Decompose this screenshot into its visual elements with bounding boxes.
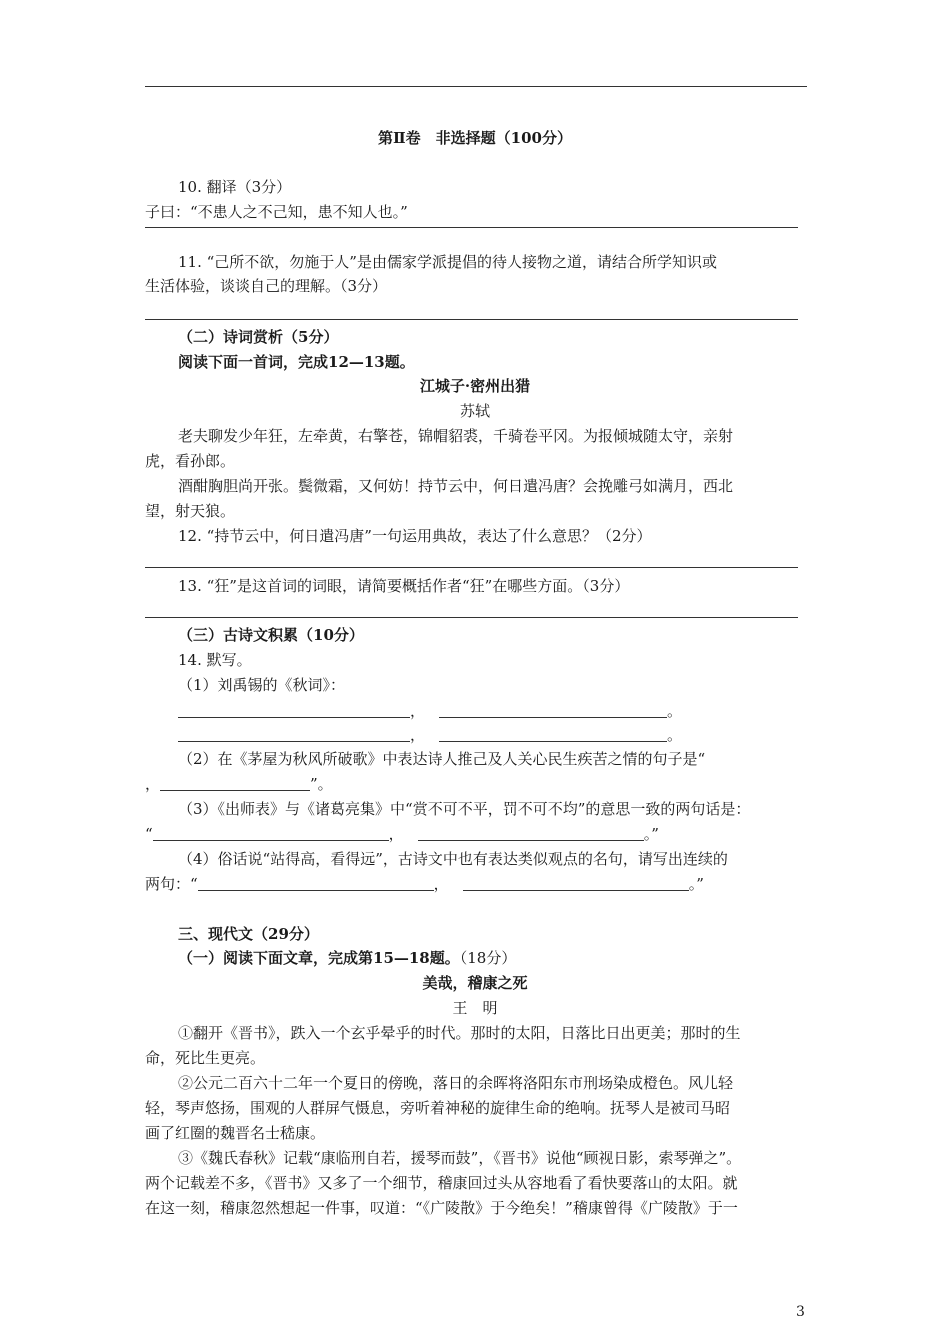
modern-sub-heading: （一）阅读下面文章，完成第15—18题。（18分） bbox=[178, 949, 517, 967]
article-p3-line2: 两个记载差不多，《晋书》又多了一个细节，稽康回过头从容地看了看快要落山的太阳。就 bbox=[145, 1174, 738, 1192]
article-title: 美哉，稽康之死 bbox=[422, 974, 528, 992]
article-p1-line2: 命，死比生更亮。 bbox=[145, 1049, 266, 1067]
q14-s4-line1: （4）俗话说“站得高，看得远”，古诗文中也有表达类似观点的名句，请写出连续的 bbox=[178, 850, 728, 868]
q10-answer-line bbox=[145, 227, 798, 228]
modern-heading: 三、现代文（29分） bbox=[178, 925, 319, 943]
q11-answer-line bbox=[145, 319, 798, 320]
q13: 13. “狂”是这首词的词眼，请简要概括作者“狂”在哪些方面。（3分） bbox=[178, 577, 630, 595]
poetry-instruction: 阅读下面一首词，完成12—13题。 bbox=[178, 353, 415, 371]
q14-s2-line1: （2）在《茅屋为秋风所破歌》中表达诗人推己及人关心民生疾苦之情的句子是“ bbox=[178, 750, 706, 768]
q14-s2-line2: ， ”。 bbox=[145, 775, 333, 793]
answer-blank[interactable] bbox=[160, 775, 310, 791]
q14-s4-line2: 两句：“ ， 。” bbox=[145, 875, 704, 893]
q11-line1: 11. “己所不欲，勿施于人”是由儒家学派提倡的待人接物之道，请结合所学知识或 bbox=[178, 253, 717, 271]
article-p3-line1: ③《魏氏春秋》记载“康临刑自若，援琴而鼓”，《晋书》说他“顾视日影，索琴弹之”。 bbox=[178, 1149, 742, 1167]
q11-line2: 生活体验，谈谈自己的理解。（3分） bbox=[145, 277, 388, 295]
q14-s3-line1: （3）《出师表》与《诸葛亮集》中“赏不可不平，罚不可不均”的意思一致的两句话是： bbox=[178, 800, 751, 818]
poem-p1-line1: 老夫聊发少年狂，左牵黄，右擎苍，锦帽貂裘，千骑卷平冈。为报倾城随太守，亲射 bbox=[178, 427, 734, 445]
section-title: 第Ⅱ卷 非选择题（100分） bbox=[378, 129, 572, 147]
answer-blank[interactable] bbox=[439, 702, 667, 718]
poem-p2-line1: 酒酣胸胆尚开张。鬓微霜，又何妨！持节云中，何日遣冯唐？会挽雕弓如满月，西北 bbox=[178, 477, 734, 495]
article-p3-line3: 在这一刻，稽康忽然想起一件事，叹道：“《广陵散》于今绝矣！”稽康曾得《广陵散》于一 bbox=[145, 1199, 738, 1217]
q10-title: 10. 翻译（3分） bbox=[178, 178, 292, 196]
q12-answer-line bbox=[145, 567, 798, 568]
answer-blank[interactable] bbox=[198, 875, 434, 891]
poem-author: 苏轼 bbox=[459, 402, 490, 420]
answer-blank[interactable] bbox=[418, 825, 644, 841]
article-author: 王 明 bbox=[452, 999, 498, 1017]
classics-heading: （三）古诗文积累（10分） bbox=[178, 626, 364, 644]
poem-p2-line2: 望，射天狼。 bbox=[145, 502, 236, 520]
top-rule bbox=[145, 86, 807, 87]
poem-title: 江城子·密州出猎 bbox=[419, 377, 531, 395]
q14-s1: （1）刘禹锡的《秋词》： bbox=[178, 676, 346, 694]
q10-text: 子曰：“不患人之不己知，患不知人也。” bbox=[145, 203, 408, 221]
page-number: 3 bbox=[796, 1304, 805, 1320]
q12: 12. “持节云中，何日遣冯唐”一句运用典故，表达了什么意思？（2分） bbox=[178, 527, 652, 545]
q14-s1-row2: ， 。 bbox=[178, 723, 682, 748]
poetry-heading: （二）诗词赏析（5分） bbox=[178, 328, 339, 346]
answer-blank[interactable] bbox=[153, 825, 389, 841]
answer-blank[interactable] bbox=[178, 702, 410, 718]
article-p2-line2: 轻，琴声悠扬，围观的人群屏气慑息，旁听着神秘的旋律生命的绝响。抚琴人是被司马昭 bbox=[145, 1099, 731, 1117]
q13-answer-line bbox=[145, 617, 798, 618]
q14-s3-line2: “ ， 。” bbox=[145, 825, 659, 843]
article-p2-line1: ②公元二百六十二年一个夏日的傍晚，落日的余晖将洛阳东市刑场染成橙色。风儿轻 bbox=[178, 1074, 734, 1092]
answer-blank[interactable] bbox=[439, 726, 667, 742]
q14: 14. 默写。 bbox=[178, 651, 252, 669]
answer-blank[interactable] bbox=[463, 875, 689, 891]
article-p1-line1: ①翻开《晋书》，跌入一个玄乎晕乎的时代。那时的太阳，日落比日出更美；那时的生 bbox=[178, 1024, 741, 1042]
poem-p1-line2: 虎，看孙郎。 bbox=[145, 452, 236, 470]
answer-blank[interactable] bbox=[178, 726, 410, 742]
article-p2-line3: 画了红圈的魏晋名士嵇康。 bbox=[145, 1124, 326, 1142]
q14-s1-row1: ， 。 bbox=[178, 699, 682, 724]
